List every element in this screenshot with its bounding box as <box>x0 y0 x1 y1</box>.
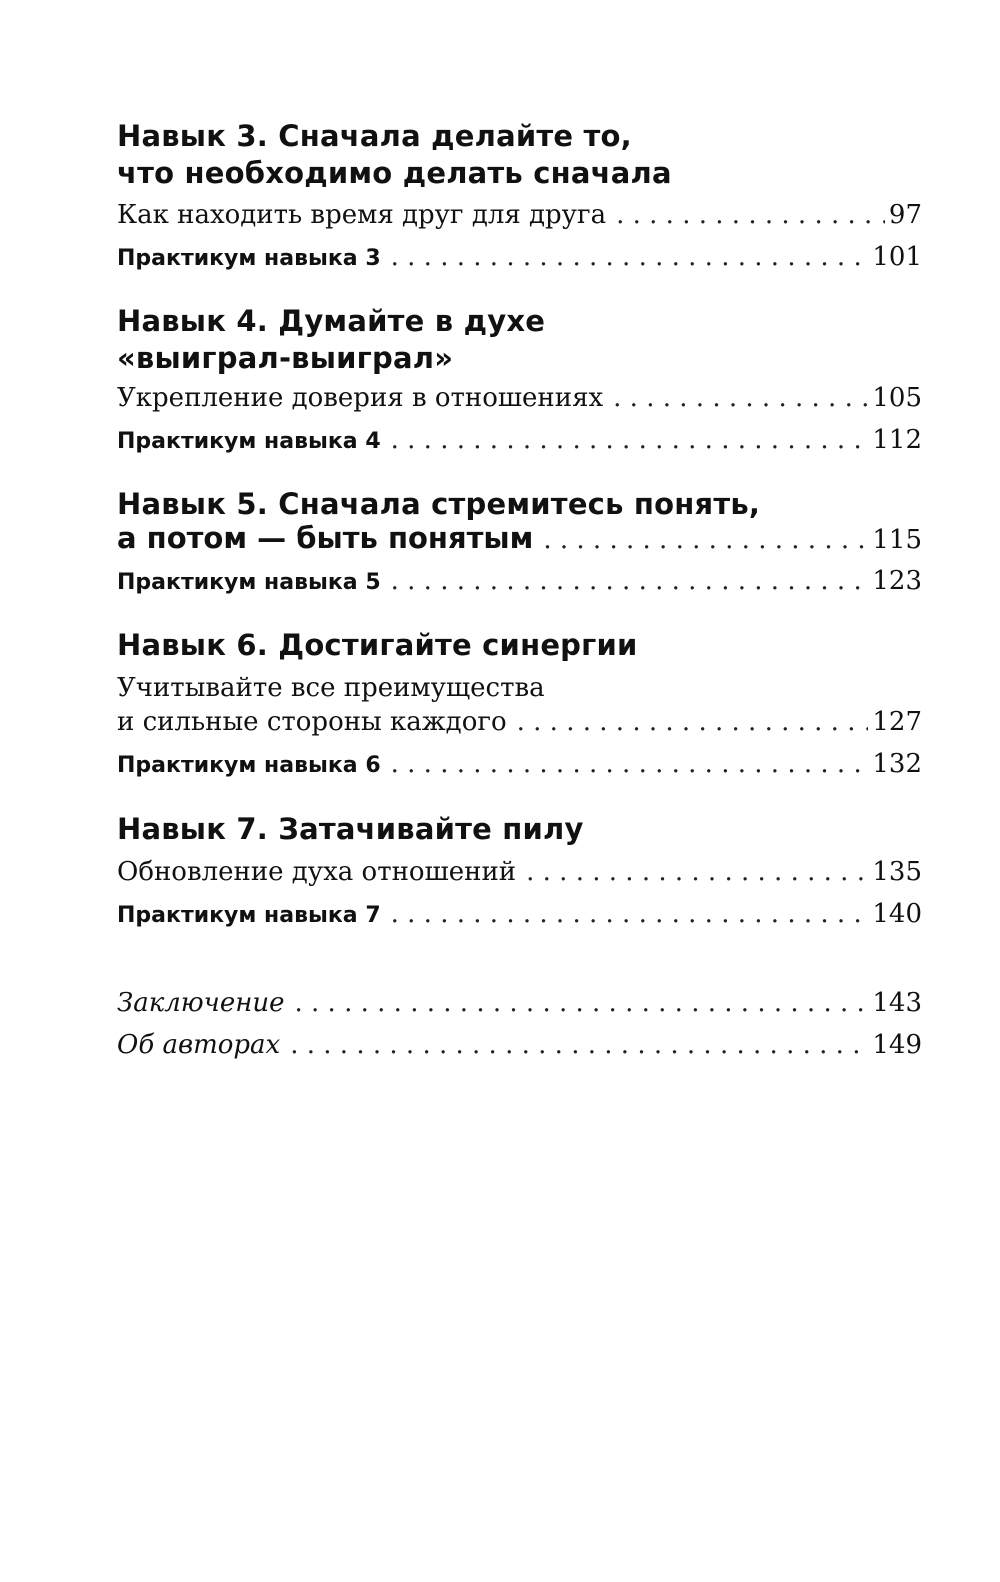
toc-entry-practicum[interactable] <box>117 747 922 783</box>
toc-entry-habit-5[interactable] <box>117 521 922 557</box>
toc-entry-practicum[interactable] <box>117 423 922 459</box>
heading-line: Навык 7. Затачивайте пилу <box>117 812 584 846</box>
toc-entry-title: Практикум навыка 6 <box>117 753 381 778</box>
toc-entry-title: Заключение <box>117 988 285 1018</box>
page-number: 115 <box>872 525 922 555</box>
page-number: 101 <box>872 242 922 272</box>
toc-entry-title: Об авторах <box>117 1030 281 1060</box>
dot-leader <box>517 705 869 739</box>
chapter-heading-habit-3[interactable] <box>117 118 922 192</box>
heading-line: «выиграл-выиграл» <box>117 341 454 375</box>
dot-leader <box>391 897 869 931</box>
dot-leader <box>391 747 869 781</box>
toc-entry-title: Учитывайте все преимущества <box>117 673 545 703</box>
heading-line: Навык 6. Достигайте синергии <box>117 628 638 662</box>
toc-entry[interactable] <box>117 381 922 415</box>
heading-line: что необходимо делать сначала <box>117 156 672 190</box>
page-number: 149 <box>872 1030 922 1060</box>
toc-entry-title: Как находить время друг для друга <box>117 200 607 230</box>
dot-leader <box>391 240 869 274</box>
dot-leader <box>290 1028 868 1062</box>
toc-entry-title: Укрепление доверия в отношениях <box>117 383 604 413</box>
page-number: 135 <box>872 857 922 887</box>
page-number: 112 <box>872 425 922 455</box>
page-number: 105 <box>872 383 922 413</box>
chapter-heading-habit-6[interactable] <box>117 627 922 664</box>
chapter-heading-habit-4[interactable] <box>117 303 922 377</box>
page-number: 127 <box>872 707 922 737</box>
toc-entry-practicum[interactable] <box>117 564 922 600</box>
heading-line: Навык 4. Думайте в духе <box>117 304 546 338</box>
dot-leader <box>391 564 869 598</box>
toc-entry-practicum[interactable] <box>117 240 922 276</box>
toc-entry-conclusion[interactable] <box>117 986 922 1020</box>
dot-leader <box>526 855 868 889</box>
dot-leader <box>613 381 868 415</box>
dot-leader <box>295 986 869 1020</box>
dot-leader <box>391 423 869 457</box>
toc-entry-title: Практикум навыка 5 <box>117 570 381 595</box>
chapter-heading-habit-5[interactable] <box>117 486 922 523</box>
toc-entry-title: Практикум навыка 3 <box>117 246 381 271</box>
page-number: 143 <box>872 988 922 1018</box>
heading-line: Навык 3. Сначала делайте то, <box>117 119 632 153</box>
toc-entry-about-authors[interactable] <box>117 1028 922 1062</box>
page-number: 140 <box>872 899 922 929</box>
chapter-heading-habit-7[interactable] <box>117 811 922 848</box>
dot-leader <box>616 198 885 232</box>
toc-entry-title: Обновление духа отношений <box>117 857 517 887</box>
page-number: 97 <box>888 200 922 230</box>
toc-entry-first-line <box>117 671 922 705</box>
heading-line: Навык 5. Сначала стремитесь понять, <box>117 487 761 521</box>
toc-entry[interactable] <box>117 855 922 889</box>
page-number: 123 <box>872 566 922 596</box>
toc-entry-practicum[interactable] <box>117 897 922 933</box>
heading-line: а потом — быть понятым <box>117 521 534 555</box>
toc-entry[interactable] <box>117 705 922 739</box>
dot-leader <box>543 523 868 557</box>
toc-entry-title: Практикум навыка 4 <box>117 429 381 454</box>
page-number: 132 <box>872 749 922 779</box>
toc-entry[interactable] <box>117 198 922 232</box>
toc-entry-title: и сильные стороны каждого <box>117 707 507 737</box>
toc-entry-title: Практикум навыка 7 <box>117 903 381 928</box>
